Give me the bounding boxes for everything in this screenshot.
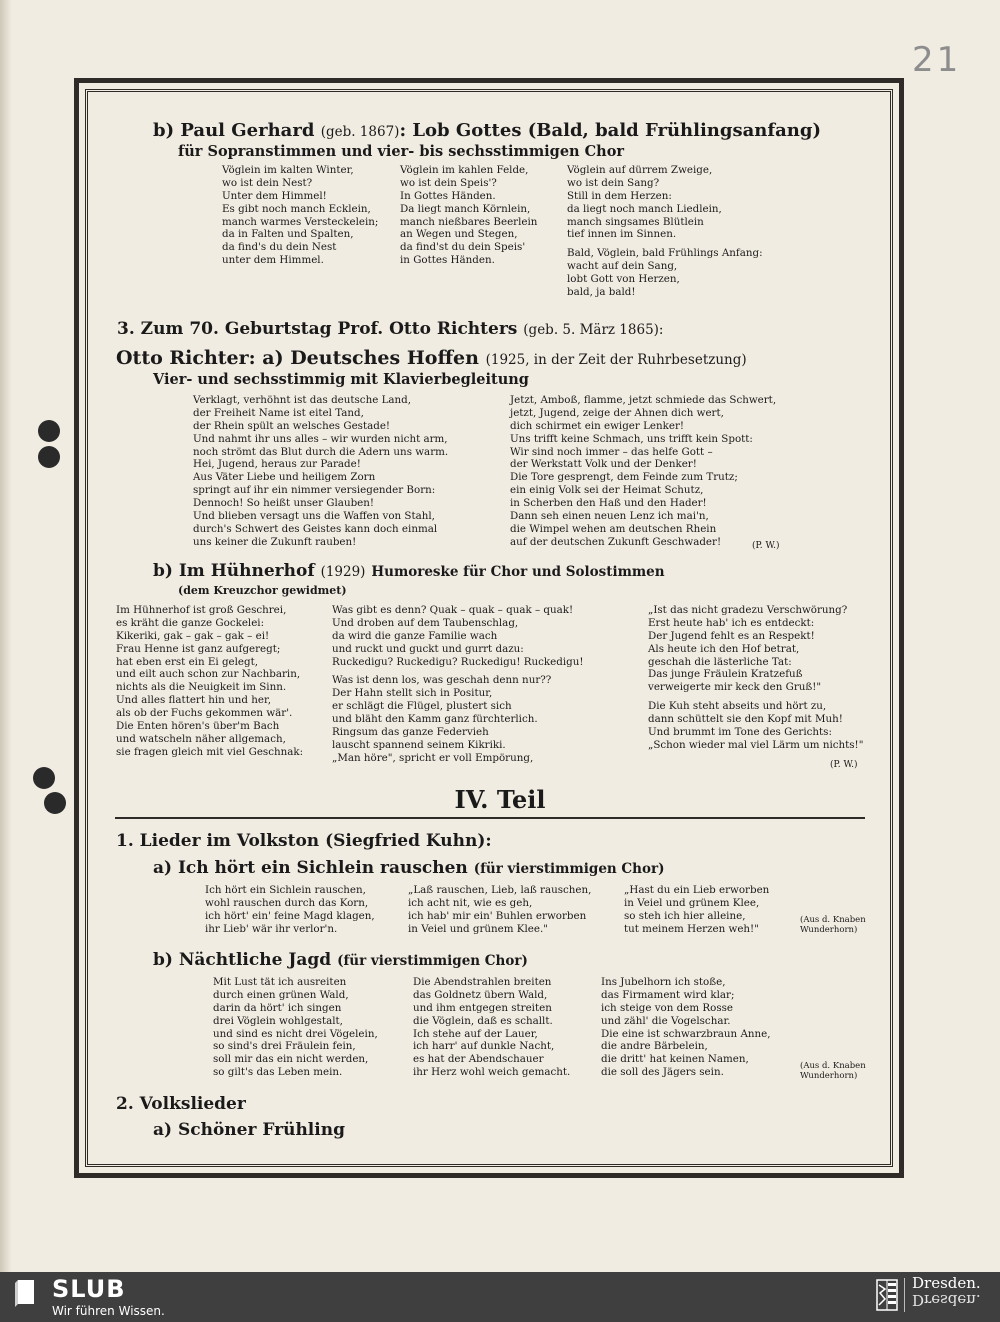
- poem-column: Vöglein auf dürrem Zweige, wo ist dein Sang? Still in dem Herzen: da liegt noch manch Liedlein, manch singsames Blütlein tief innen im Sinnen. Bald, Vöglein, bald Frühlings Anfang: wacht auf dein Sang, lobt Gott von Herzen, bald, ja bald!: [567, 164, 763, 299]
- section-heading-1: 1. Lieder im Volkston (Siegfried Kuhn):: [116, 831, 492, 851]
- footer-city-mirror: Dresden.: [912, 1291, 981, 1309]
- section-heading-2: 2. Volkslieder: [116, 1094, 246, 1114]
- song-heading-sichlein: a) Ich hört ein Sichlein rauschen (für vierstimmigen Chor): [153, 858, 665, 878]
- source-note: (Aus d. Knaben Wunderhorn): [800, 915, 866, 935]
- author-initials: (P. W.): [752, 541, 780, 551]
- poem-column: „Ist das nicht gradezu Verschwörung? Erst heute hab' ich es entdeckt: Der Jugend fehlt es an Respekt! Als heute ich den Hof betrat, geschah die lästerliche Tat: Das junge Fräulein Kratzefuß verweigerte mir keck den Gruß!" Die Kuh steht abseits und hört zu, dann schüttelt sie den Kopf mit Muh! Und brummt im Tone des Gerichts: „Schon wieder mal viel Lärm um nichts!": [648, 604, 864, 751]
- song-heading-huehnerhof: b) Im Hühnerhof (1929) Humoreske für Chor und Solostimmen: [153, 561, 665, 581]
- page-edge-shadow: [0, 0, 12, 1272]
- footer-bar: [0, 1272, 1000, 1322]
- dedication: (dem Kreuzchor gewidmet): [178, 584, 347, 597]
- footer-divider: [904, 1278, 905, 1312]
- poem-column: Mit Lust tät ich ausreiten durch einen grünen Wald, darin da hört' ich singen drei Vöglein wohlgestalt, und sind es nicht drei Vögelein, so sind's drei Fräulein fein, soll mir das ein nicht werden, so gilt's das Leben mein.: [213, 976, 378, 1079]
- song-heading-paul-gerhard: b) Paul Gerhard (geb. 1867): Lob Gottes (Bald, bald Frühlingsanfang): [153, 120, 821, 141]
- poem-column: „Laß rauschen, Lieb, laß rauschen, ich acht nit, wie es geh, ich hab' mir ein' Buhlen erworben in Veiel und grünem Klee.": [408, 884, 592, 935]
- poem-column: Vöglein im kahlen Felde, wo ist dein Speis'? In Gottes Händen. Da liegt manch Körnlein, manch nießbares Beerlein an Wegen und Stegen, da find'st du dein Speis' in Gottes Händen.: [400, 164, 538, 267]
- footer-city: Dresden.: [912, 1274, 981, 1292]
- poem-column: Verklagt, verhöhnt ist das deutsche Land, der Freiheit Name ist eitel Tand, der Rhein spült an welsches Gestade! Und nahmt ihr uns alles – wir wurden nicht arm, noch strömt das Blut durch die Adern uns warm. Hei, Jugend, heraus zur Parade! Aus Väter Liebe und heiligem Zorn springt auf ihr ein nimmer versiegender Born: Dennoch! So heißt unser Glauben! Und blieben versagt uns die Waffen von Stahl, durch's Schwert des Geistes kann doch einmal uns keiner die Zukunft rauben!: [193, 394, 449, 548]
- poem-column: Ins Jubelhorn ich stoße, das Firmament wird klar; ich steige von dem Rosse und zähl' die Vogelschar. Die eine ist schwarzbraun Anne, die andre Bärbelein, die dritt' hat keinen Namen, die soll des Jägers sein.: [601, 976, 771, 1079]
- song-subtitle: für Sopranstimmen und vier- bis sechsstimmigen Chor: [178, 143, 625, 160]
- divider: [115, 817, 865, 819]
- poem-column: Ich hört ein Sichlein rauschen, wohl rauschen durch das Korn, ich hört' ein' feine Magd klagen, ihr Lieb' wär ihr verlor'n.: [205, 884, 375, 935]
- coat-of-arms-icon: [876, 1279, 898, 1311]
- section-heading-3: 3. Zum 70. Geburtstag Prof. Otto Richters (geb. 5. März 1865):: [117, 319, 664, 339]
- punch-hole: [38, 420, 60, 442]
- song-subtitle: Vier- und sechsstimmig mit Klavierbegleitung: [153, 371, 529, 388]
- song-heading-naechtliche-jagd: b) Nächtliche Jagd (für vierstimmigen Chor): [153, 950, 528, 970]
- punch-hole: [38, 446, 60, 468]
- song-heading-deutsches-hoffen: Otto Richter: a) Deutsches Hoffen (1925, in der Zeit der Ruhrbesetzung): [116, 347, 747, 369]
- song-heading-schoener-fruehling: a) Schöner Frühling: [153, 1120, 345, 1140]
- poem-column: Was gibt es denn? Quak – quak – quak – quak! Und droben auf dem Taubenschlag, da wird die ganze Familie wach und ruckt und guckt und gurrt dazu: Ruckedigu? Ruckedigu? Ruckedigu! Ruckedigu! Was ist denn los, was geschah denn nur?? Der Hahn stellt sich in Positur, er schlägt die Flügel, plustert sich und bläht den Kamm ganz fürchterlich. Ringsum das ganze Federvieh lauscht spannend seinem Kikriki. „Man höre", spricht er voll Empörung,: [332, 604, 584, 764]
- poem-column: Die Abendstrahlen breiten das Goldnetz übern Wald, und ihm entgegen streiten die Vöglein, daß es schallt. Ich stehe auf der Lauer, ich harr' auf dunkle Nacht, es hat der Abendschauer ihr Herz wohl weich gemacht.: [413, 976, 571, 1079]
- poem-column: „Hast du ein Lieb erworben in Veiel und grünem Klee, so steh ich hier alleine, tut meinem Herzen weh!": [624, 884, 770, 935]
- source-note: (Aus d. Knaben Wunderhorn): [800, 1061, 866, 1081]
- poem-column: Im Hühnerhof ist groß Geschrei, es kräht die ganze Gockelei: Kikeriki, gak – gak – gak – ei! Frau Henne ist ganz aufgeregt; hat eben erst ein Ei gelegt, und eilt auch schon zur Nachbarin, nichts als die Neuigkeit im Sinn. Und alles flattert hin und her, als ob der Fuchs gekommen wär'. Die Enten hören's über'm Bach und watscheln näher allgemach, sie fragen gleich mit viel Geschnak:: [116, 604, 304, 758]
- footer-logo[interactable]: SLUB: [52, 1275, 126, 1303]
- author-initials: (P. W.): [830, 760, 858, 770]
- page-number: 21: [912, 40, 962, 80]
- book-icon: [12, 1277, 38, 1307]
- poem-column: Jetzt, Amboß, flamme, jetzt schmiede das Schwert, jetzt, Jugend, zeige der Ahnen dich wert, dich schirmet ein ewiger Lenker! Uns trifft keine Schmach, uns trifft kein Spott: Wir sind noch immer – das helfe Gott – der Werkstatt Volk und der Denker! Die Tore gesprengt, dem Feinde zum Trutz; ein einig Volk sei der Heimat Schutz, in Scherben den Haß und den Hader! Dann seh einen neuen Lenz ich mai'n, die Wimpel wehen am deutschen Rhein auf der deutschen Zukunft Geschwader!: [510, 394, 777, 548]
- footer-tagline: Wir führen Wissen.: [52, 1304, 165, 1318]
- poem-column: Vöglein im kalten Winter, wo ist dein Nest? Unter dem Himmel! Es gibt noch manch Ecklein, manch warmes Versteckelein; da in Falten und Spalten, da find's du dein Nest unter dem Himmel.: [222, 164, 379, 267]
- part-heading: IV. Teil: [454, 785, 546, 814]
